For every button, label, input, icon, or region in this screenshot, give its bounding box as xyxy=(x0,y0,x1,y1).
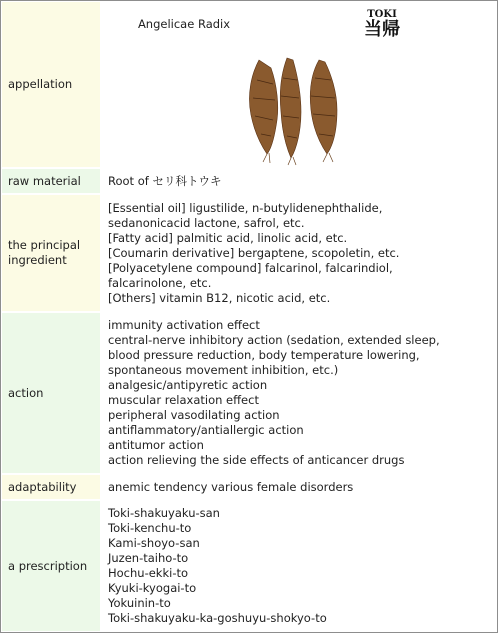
japanese-name-cell xyxy=(267,1,497,47)
prescription-line: Toki-kenchu-to xyxy=(108,521,192,535)
action-line: analgesic/antipyretic action xyxy=(108,378,268,392)
ingredient-line: [Essential oil] ligustilide, n-butylidenephthalide, xyxy=(108,200,383,215)
raw-material-label-cell xyxy=(1,168,101,194)
raw-material-value: Root of セリ科トウキ xyxy=(108,173,222,188)
principal-ingredient-label-line2: ingredient xyxy=(8,253,67,267)
principal-ingredient-value-cell xyxy=(101,194,497,312)
kanji-name: 当帰 xyxy=(364,18,400,40)
prescription-line: Toki-shakuyaku-san xyxy=(108,506,220,520)
reading: TOKI xyxy=(367,8,397,20)
prescription-label-cell xyxy=(1,500,101,632)
action-line: action relieving the side effects of anticancer drugs xyxy=(108,453,405,467)
raw-material-label: raw material xyxy=(8,173,81,188)
adaptability-label-cell xyxy=(1,474,101,500)
prescription-line: Yokuinin-to xyxy=(108,596,171,610)
prescription-line: Hochu-ekki-to xyxy=(108,566,189,580)
raw-material-value-cell xyxy=(101,168,497,194)
prescription-label: a prescription xyxy=(8,558,88,573)
principal-ingredient-label-line1: the principal xyxy=(8,238,81,252)
action-line: blood pressure reduction, body temperature lowering, xyxy=(108,348,420,362)
adaptability-value-cell xyxy=(101,474,497,500)
action-line: immunity activation effect xyxy=(108,318,260,332)
action-line: antitumor action xyxy=(108,438,204,452)
prescription-value-cell xyxy=(101,500,497,632)
action-line: antiflammatory/antiallergic action xyxy=(108,423,304,437)
principal-ingredient-label-cell xyxy=(1,194,101,312)
appellation-label: appellation xyxy=(8,77,73,91)
action-line: spontaneous movement inhibition, etc.) xyxy=(108,363,339,377)
ingredient-line: [Coumarin derivative] bergaptene, scopoletin, etc. xyxy=(108,245,400,260)
action-line: peripheral vasodilating action xyxy=(108,408,280,422)
prescription-line: Kyuki-kyogai-to xyxy=(108,581,197,595)
ingredient-line: [Polyacetylene compound] falcarinol, falcarindiol, xyxy=(108,260,393,275)
photo-cell xyxy=(101,47,497,168)
adaptability-label: adaptability xyxy=(8,479,77,494)
action-label-cell xyxy=(1,312,101,474)
prescription-line: Juzen-taiho-to xyxy=(108,551,189,565)
action-label: action xyxy=(8,385,44,400)
ingredient-line: [Others] vitamin B12, nicotic acid, etc. xyxy=(108,290,331,305)
appellation-label-cell xyxy=(1,1,101,168)
action-line: muscular relaxation effect xyxy=(108,393,259,407)
adaptability-value: anemic tendency various female disorders xyxy=(108,479,354,494)
action-line: central-nerve inhibitory action (sedation, extended sleep, xyxy=(108,333,440,347)
dried-root-photo xyxy=(239,50,359,166)
latin-name-cell xyxy=(101,1,267,47)
prescription-line: Toki-shakuyaku-ka-goshuyu-shokyo-to xyxy=(108,611,327,625)
ingredient-line: falcarinolone, etc. xyxy=(108,275,212,290)
action-value-cell xyxy=(101,312,497,474)
prescription-line: Kami-shoyo-san xyxy=(108,536,200,550)
ingredient-line: [Fatty acid] palmitic acid, linolic acid, etc. xyxy=(108,230,348,245)
ingredient-line: sedanonicacid lactone, safrol, etc. xyxy=(108,215,305,230)
latin-name: Angelicae Radix xyxy=(137,16,231,31)
